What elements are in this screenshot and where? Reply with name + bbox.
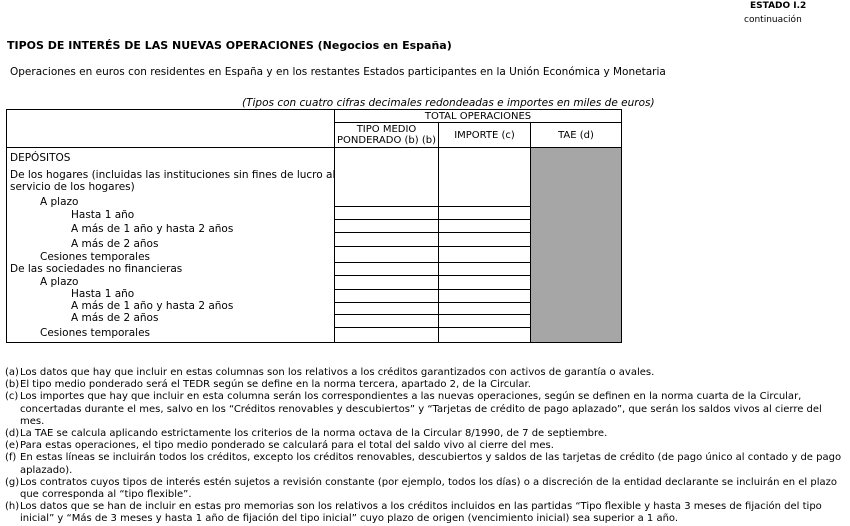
- footnote-key: (f): [5, 452, 17, 464]
- table-cell[interactable]: [335, 247, 438, 263]
- group-header: TOTAL OPERACIONES: [335, 110, 622, 123]
- footnote-key: (d): [5, 428, 20, 440]
- table-cell[interactable]: [439, 233, 530, 247]
- row-label-hasta-1-2: Hasta 1 año: [71, 288, 135, 300]
- page-title: TIPOS DE INTERÉS DE LAS NUEVAS OPERACIONES (Negocios en España): [7, 39, 452, 52]
- row-label-cesiones: Cesiones temporales: [40, 251, 151, 263]
- table-cell[interactable]: [335, 328, 438, 342]
- footnote: [5, 477, 847, 501]
- footnote: [5, 428, 847, 440]
- footnote: [5, 391, 847, 428]
- continuation-label: continuación: [744, 15, 802, 25]
- footnote: [5, 452, 847, 476]
- page-subtitle: Operaciones en euros con residentes en España y en los restantes Estados participantes en la Unión Económica y Monetaria: [10, 66, 666, 78]
- col-header-tae: TAE (d): [531, 123, 622, 148]
- table-cell[interactable]: [439, 148, 530, 207]
- footnote-text: Los datos que se han de incluir en estas pro memorias son los relativos a los créditos incluidos en las partidas “Tipo flexible y hasta 3 meses de fijación del tipo inicial” y “Más de 3 meses y hasta 1 año de fijación del tipo inicial” cuyo plazo de origen (vencimiento inicial) sea superior a 1 año.: [20, 501, 822, 525]
- form-code: ESTADO I.2: [750, 1, 807, 11]
- row-label-1-2: A más de 1 año y hasta 2 años: [71, 223, 234, 235]
- table-cell[interactable]: [335, 233, 438, 247]
- footnote-text: El tipo medio ponderado será el TEDR según se define en la norma tercera, apartado 2, de la Circular.: [20, 379, 531, 391]
- row-label-a-plazo: A plazo: [40, 196, 79, 208]
- col-tipo-medio-cells: [335, 148, 439, 343]
- footnote-key: (c): [5, 391, 19, 403]
- row-label-hasta-1: Hasta 1 año: [71, 209, 135, 221]
- footnote-text: Para estas operaciones, el tipo medio ponderado se calculará para el total del saldo vivo al cierre del mes.: [20, 440, 554, 452]
- table-cell[interactable]: [335, 276, 438, 290]
- table-cell[interactable]: [335, 303, 438, 315]
- unit-note: (Tipos con cuatro cifras decimales redondeadas e importes en miles de euros): [242, 97, 655, 109]
- table-cell[interactable]: [439, 303, 530, 315]
- footnote-key: (g): [5, 476, 20, 488]
- footnote-key: (a): [5, 367, 19, 378]
- footnote-key: (b): [5, 379, 20, 391]
- table-cell[interactable]: [335, 148, 438, 207]
- table-cell[interactable]: [335, 207, 438, 220]
- table-cell[interactable]: [335, 290, 438, 303]
- row-label-1-2-b: A más de 1 año y hasta 2 años: [71, 300, 234, 312]
- table-cell[interactable]: [439, 290, 530, 303]
- footnote-text: Los datos que hay que incluir en estas columnas son los relativos a los créditos garantizados con activos de garantía o avales.: [20, 367, 655, 378]
- col-importe-cells: [439, 148, 531, 343]
- table-cell[interactable]: [439, 207, 530, 220]
- row-label-sociedades: De las sociedades no financieras: [10, 263, 183, 275]
- footnote: [5, 367, 847, 379]
- footnote-text: La TAE se calcula aplicando estrictamente los criterios de la norma octava de la Circular 8/1990, de 7 de septiembre.: [20, 428, 608, 440]
- row-label-mas-2: A más de 2 años: [71, 238, 159, 250]
- row-label-depositos: DEPÓSITOS: [10, 152, 71, 164]
- row-label-cesiones-2: Cesiones temporales: [40, 327, 151, 339]
- table-cell[interactable]: [439, 315, 530, 328]
- table-cell[interactable]: [439, 276, 530, 290]
- table-cell[interactable]: [439, 247, 530, 263]
- col-header-importe: IMPORTE (c): [439, 123, 531, 148]
- col-header-tipo-medio: TIPO MEDIO PONDERADO (b) (b): [335, 123, 439, 148]
- footnotes: [5, 367, 847, 526]
- table-cell[interactable]: [439, 220, 530, 233]
- footnote-text: En estas líneas se incluirán todos los créditos, excepto los créditos renovables, descubiertos y saldos de las tarjetas de crédito (de pago único al contado y de pago aplazado).: [20, 452, 842, 476]
- table-cell[interactable]: [335, 220, 438, 233]
- footnote: [5, 440, 847, 452]
- footnote: [5, 379, 847, 391]
- tae-shaded-column: [531, 148, 622, 343]
- table-cell[interactable]: [335, 315, 438, 328]
- table-cell[interactable]: [439, 328, 530, 342]
- table-header-blank: [7, 110, 335, 148]
- row-label-mas-2-b: A más de 2 años: [71, 312, 159, 324]
- table-cell[interactable]: [335, 263, 438, 276]
- row-label-hogares: De los hogares (incluidas las instituciones sin fines de lucro al servicio de los hogares): [10, 169, 336, 193]
- footnote-key: (e): [5, 440, 19, 452]
- row-label-a-plazo-2: A plazo: [40, 276, 79, 288]
- table-cell[interactable]: [439, 263, 530, 276]
- footnote-key: (h): [5, 501, 20, 513]
- footnote-text: Los importes que hay que incluir en esta columna serán los correspondientes a las nuevas operaciones, según se definen en la norma cuarta de la Circular, concertadas durante el mes, salvo en los “Créditos renovables y descubiertos” y “Tarjetas de crédito de pago aplazado”, que serán los saldos vivos al cierre del mes.: [20, 391, 822, 427]
- footnote-text: Los contratos cuyos tipos de interés estén sujetos a revisión constante (por ejemplo, todos los días) o a discreción de la entidad declarante se incluirán en el plazo que corresponda al “tipo flexible”.: [20, 476, 837, 501]
